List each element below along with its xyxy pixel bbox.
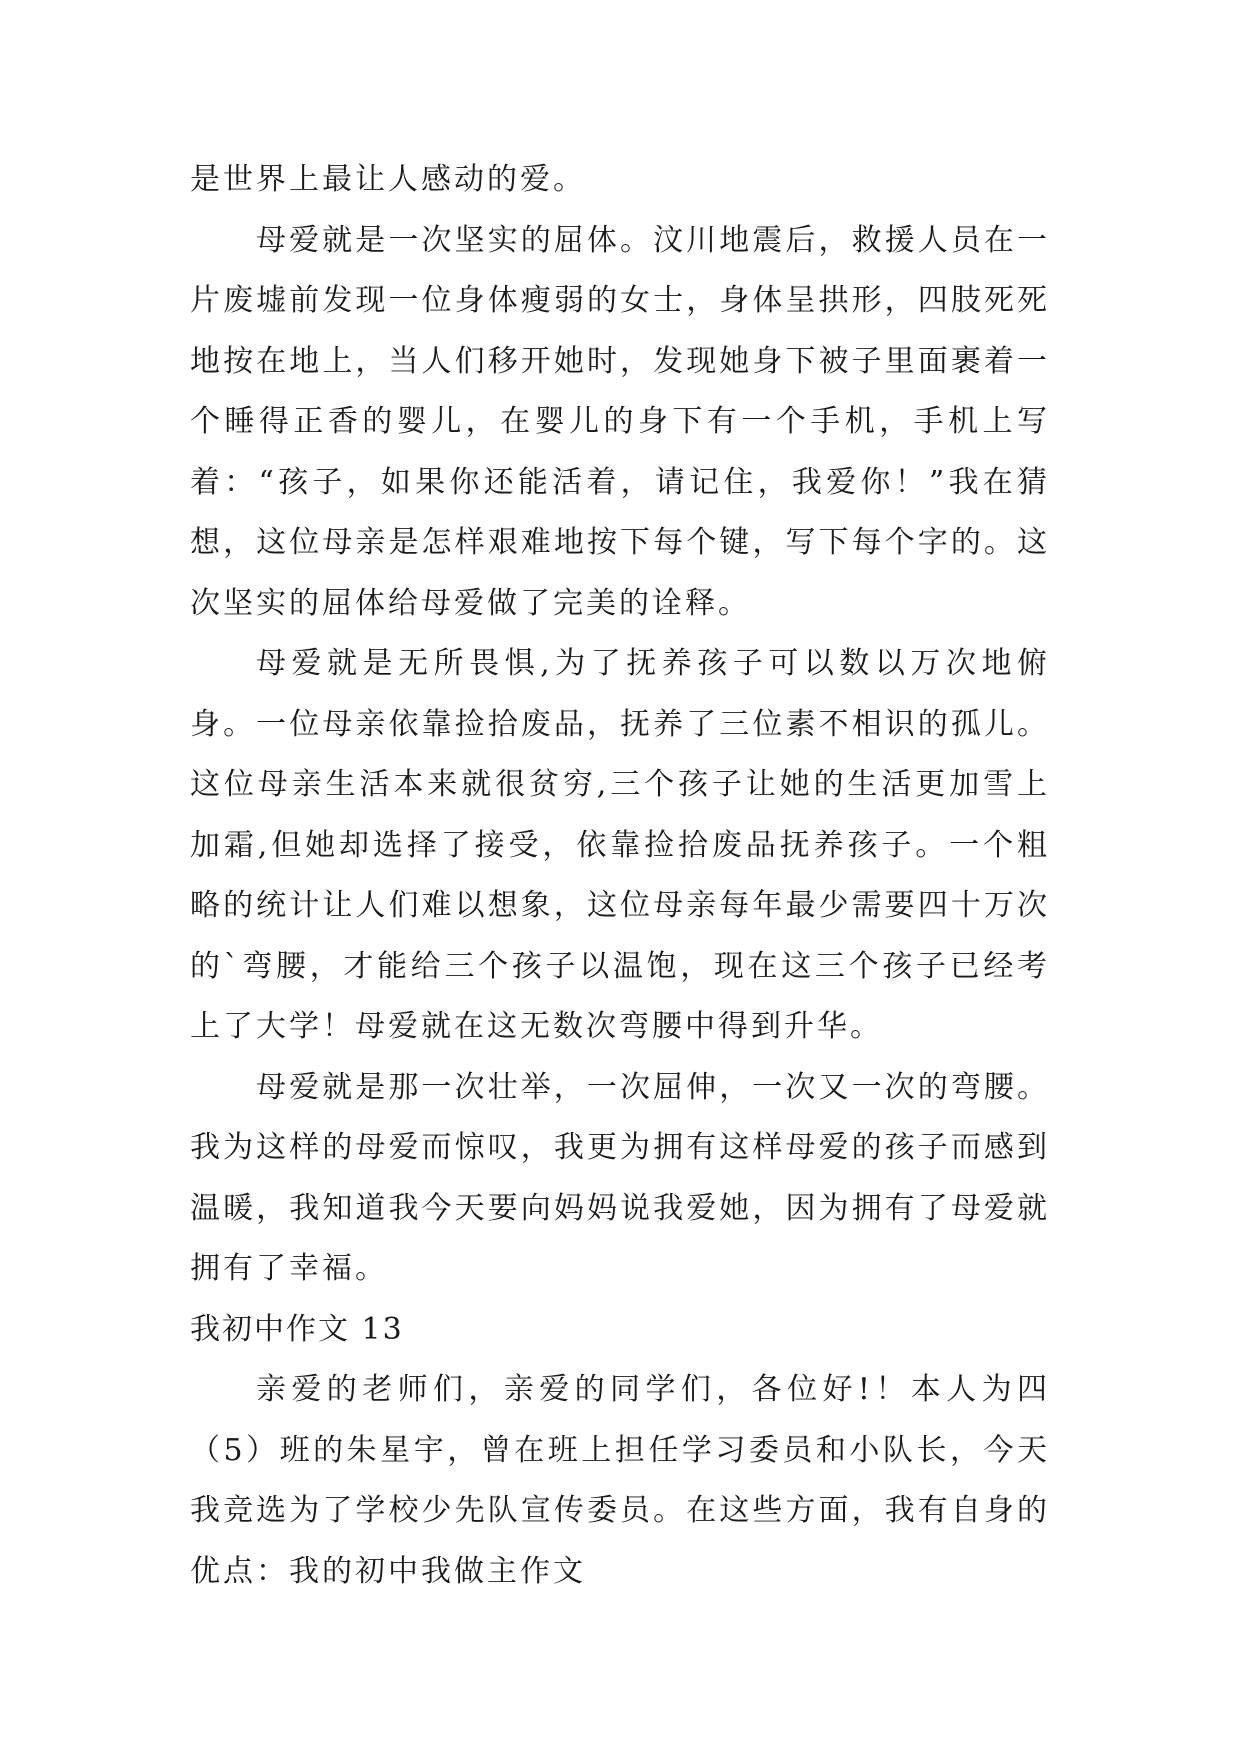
- paragraph-conclusion: 母爱就是那一次壮举，一次屈伸，一次又一次的弯腰。我为这样的母爱而惊叹，我更为拥有这样母爱的孩子而感到温暖，我知道我今天要向妈妈说我爱她，因为拥有了母爱就拥有了幸福。: [190, 1069, 1050, 1286]
- essay-heading: 我初中作文 13: [190, 1311, 404, 1347]
- paragraph-speech-intro: 亲爱的老师们，亲爱的同学们，各位好!！本人为四（5）班的朱星宇，曾在班上担任学习委员和小队长，今天我竞选为了学校少先队宣传委员。在这些方面，我有自身的优点：我的初中我做主作文: [190, 1372, 1050, 1589]
- paragraph-continued: 是世界上最让人感动的爱。: [190, 162, 586, 197]
- paragraph-recycling-mother: 母爱就是无所畏惧,为了抚养孩子可以数以万次地俯身。一位母亲依靠捡拾废品，抚养了三位素不相识的孤儿。这位母亲生活本来就很贫穷,三个孩子让她的生活更加雪上加霜,但她却选择了接受，依靠捡拾废品抚养孩子。一个粗略的统计让人们难以想象，这位母亲每年最少需要四十万次的`弯腰，才能给三个孩子以温饱，现在这三个孩子已经考上了大学！母爱就在这无数次弯腰中得到升华。: [190, 646, 1050, 1044]
- document-body: [190, 150, 1050, 1602]
- paragraph-earthquake-mother: 母爱就是一次坚实的屈体。汶川地震后，救援人员在一片废墟前发现一位身体瘦弱的女士，身体呈拱形，四肢死死地按在地上，当人们移开她时，发现她身下被子里面裹着一个睡得正香的婴儿，在婴儿的身下有一个手机，手机上写着：“孩子，如果你还能活着，请记住，我爱你！”我在猜想，这位母亲是怎样艰难地按下每个键，写下每个字的。这次坚实的屈体给母爱做了完美的诠释。: [190, 222, 1050, 621]
